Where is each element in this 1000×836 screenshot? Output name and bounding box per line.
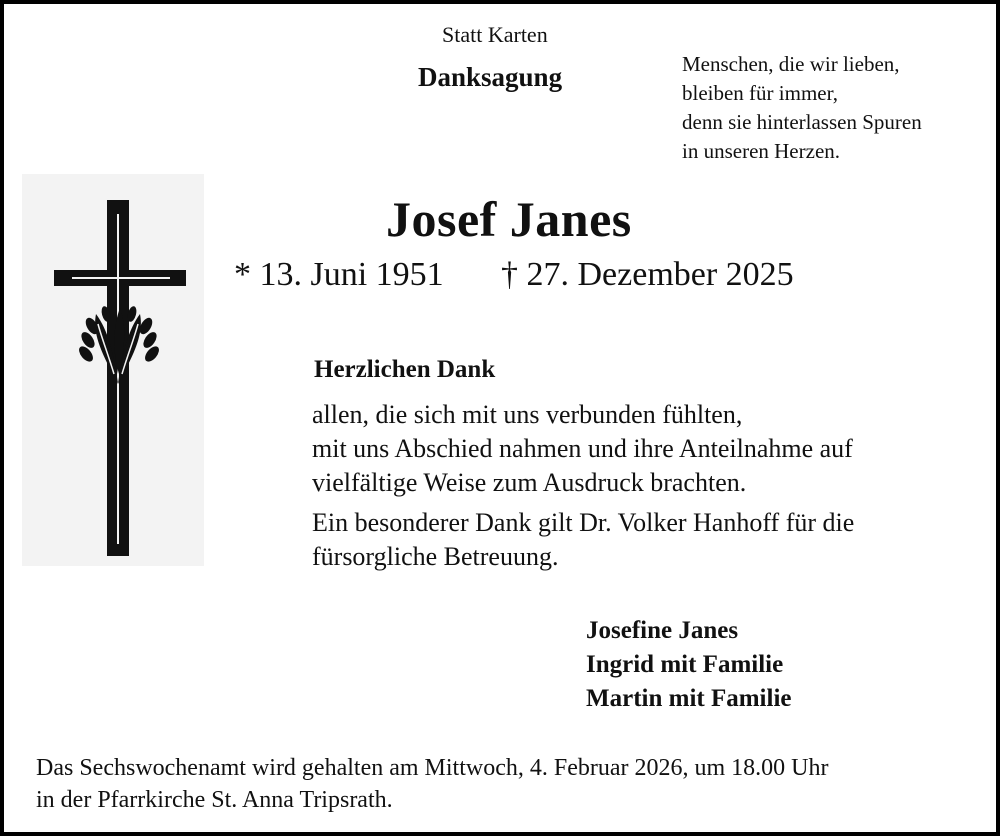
cross-with-wheat-icon xyxy=(22,174,204,566)
motto-verse xyxy=(682,50,982,166)
thanks-line: vielfältige Weise zum Ausdruck brachten. xyxy=(312,468,747,497)
service-notice xyxy=(36,752,829,816)
motto-line: bleiben für immer, xyxy=(682,81,839,105)
death-date: † 27. Dezember 2025 xyxy=(501,256,794,293)
thanks-line: Ein besonderer Dank gilt Dr. Volker Hanhoff für die xyxy=(312,508,855,537)
signer-name: Martin mit Familie xyxy=(586,685,792,712)
service-line: Das Sechswochenamt wird gehalten am Mittwoch, 4. Februar 2026, um 18.00 Uhr xyxy=(36,755,829,781)
signer-name: Josefine Janes xyxy=(586,617,739,644)
motto-line: denn sie hinterlassen Spuren xyxy=(682,110,922,134)
thanks-line: allen, die sich mit uns verbunden fühlten, xyxy=(312,400,743,429)
thanks-text xyxy=(312,398,854,574)
danksagung-heading: Danksagung xyxy=(418,62,563,92)
signer-name: Ingrid mit Familie xyxy=(586,651,784,678)
statt-karten-text: Statt Karten xyxy=(442,22,548,47)
deceased-name: Josef Janes xyxy=(386,191,632,247)
motto-line: in unseren Herzen. xyxy=(682,139,841,163)
signers-block xyxy=(586,614,792,716)
thanks-line: mit uns Abschied nahmen und ihre Anteilnahme auf xyxy=(312,434,853,463)
thanks-line: fürsorgliche Betreuung. xyxy=(312,542,559,571)
service-line: in der Pfarrkirche St. Anna Tripsrath. xyxy=(36,787,393,813)
thanks-heading: Herzlichen Dank xyxy=(314,356,496,383)
birth-date: * 13. Juni 1951 xyxy=(234,256,444,293)
motto-line: Menschen, die wir lieben, xyxy=(682,52,900,76)
